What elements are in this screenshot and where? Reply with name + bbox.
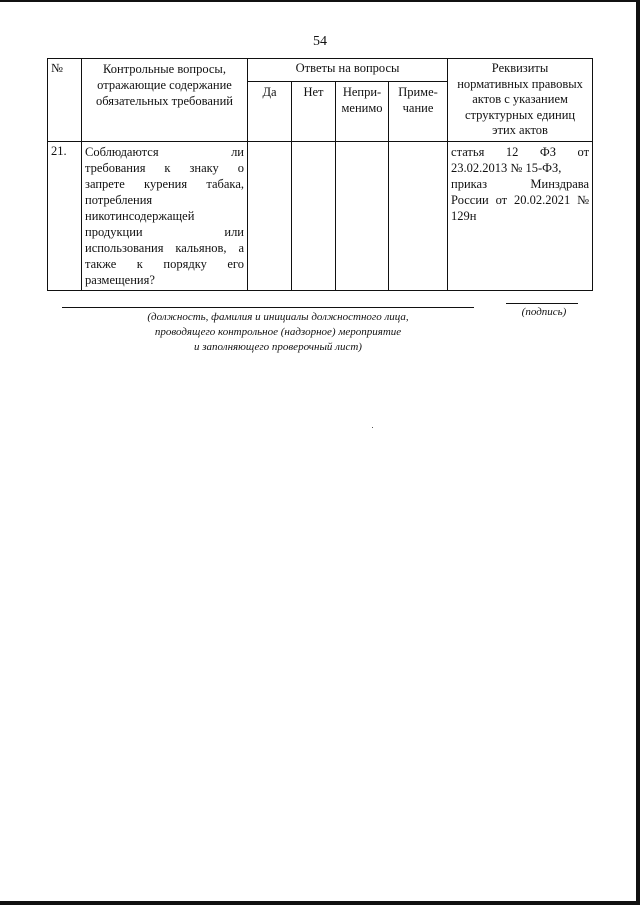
row-requisites: [448, 141, 593, 290]
question-line: потребления: [85, 192, 153, 207]
signature-line: [506, 303, 578, 304]
header-no: Нет: [292, 81, 336, 141]
question-line: запрете курения табака,: [85, 176, 244, 191]
row-question: [82, 141, 248, 290]
requisites-line: 23.02.2013 № 15-ФЗ,: [451, 160, 562, 175]
header-note: [389, 81, 448, 141]
header-requisites: [448, 59, 593, 142]
question-line: использования кальянов, а: [85, 240, 244, 255]
checklist-table: [47, 58, 593, 291]
header-question-line: Контрольные вопросы,: [103, 62, 226, 76]
header-row-top: [48, 59, 593, 82]
answer-yes-cell[interactable]: [248, 141, 292, 290]
header-requisites-line: актов с указанием: [472, 92, 568, 106]
position-name-caption: [118, 310, 438, 355]
header-requisites-line: структурных единиц: [464, 107, 576, 122]
question-line: продукции или: [85, 224, 244, 239]
header-num: №: [48, 59, 82, 142]
requisites-line: 129н: [451, 208, 477, 223]
answer-na-cell[interactable]: [336, 141, 389, 290]
question-line: никотинсодержащей: [85, 208, 195, 223]
header-requisites-line: этих актов: [492, 123, 548, 137]
table-row: [48, 141, 593, 290]
question-line: Соблюдаются ли: [85, 144, 244, 159]
answer-no-cell[interactable]: [292, 141, 336, 290]
header-note-line: чание: [402, 100, 434, 115]
header-requisites-line: Реквизиты: [491, 61, 549, 75]
header-na-line: менимо: [341, 100, 383, 115]
requisites-line: приказ Минздрава: [451, 176, 590, 191]
signature-caption: (подпись): [521, 306, 567, 318]
page-number: 54: [313, 34, 327, 49]
caption-line: проводящего контрольное (надзорное) мероприятие: [154, 326, 402, 338]
header-yes: Да: [248, 81, 292, 141]
caption-line: (должность, фамилия и инициалы должностного лица,: [147, 311, 409, 323]
requisites-line: России от 20.02.2021 №: [451, 192, 590, 207]
header-note-line: Приме-: [398, 84, 438, 99]
header-question-line: обязательных требований: [96, 94, 233, 108]
position-name-line: [62, 307, 474, 308]
header-not-applicable: [336, 81, 389, 141]
answer-note-cell[interactable]: [389, 141, 448, 290]
scan-speck: [372, 427, 373, 428]
question-line: размещения?: [85, 272, 155, 287]
header-requisites-line: нормативных правовых: [457, 76, 583, 91]
header-question: [82, 59, 248, 142]
question-line: также к порядку его: [85, 256, 244, 271]
requisites-line: статья 12 ФЗ от: [451, 144, 590, 159]
header-question-line: отражающие содержание: [97, 78, 232, 92]
row-number: 21.: [48, 141, 82, 290]
question-line: требования к знаку о: [85, 160, 244, 175]
caption-line: и заполняющего проверочный лист): [194, 341, 362, 353]
header-answers: Ответы на вопросы: [248, 59, 448, 82]
header-na-line: Непри-: [342, 84, 382, 99]
